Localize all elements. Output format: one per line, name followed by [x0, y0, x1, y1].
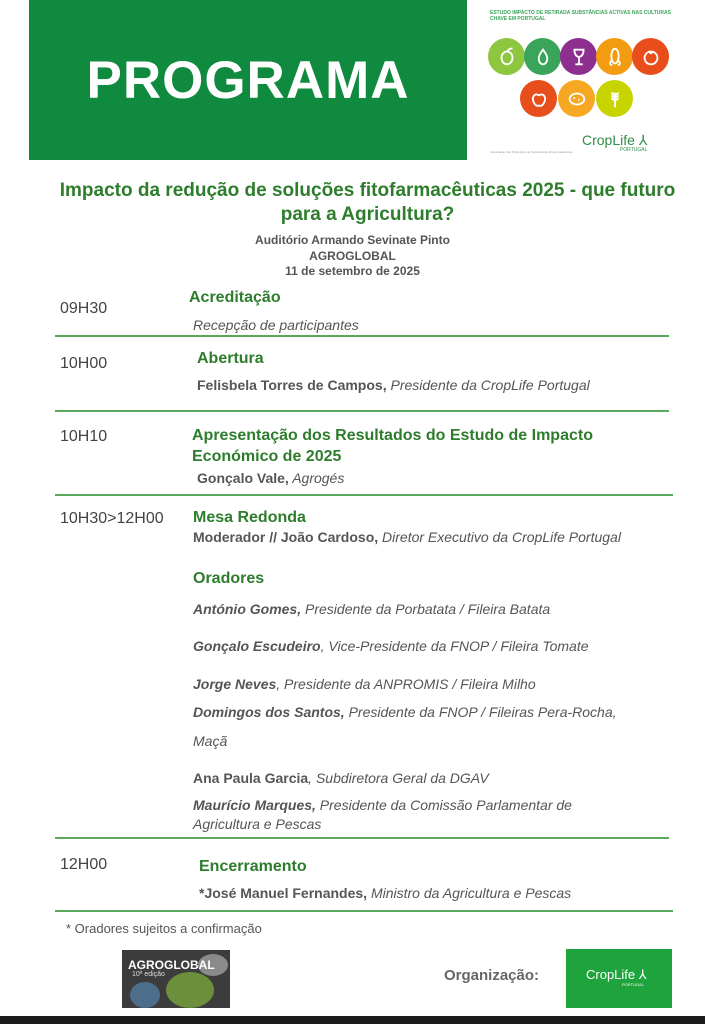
- speaker-line: [193, 770, 489, 786]
- agroglobal-name: AGROGLOBAL: [128, 958, 215, 972]
- speakers-heading: Oradores: [193, 570, 265, 587]
- time-1030-1200: 10H30>12H00: [60, 510, 164, 527]
- speaker-line: [193, 676, 536, 692]
- croplife-logo-text: CropLife: [582, 132, 635, 148]
- session-title-apresentacao-1: Apresentação dos Resultados do Estudo de Impacto: [192, 427, 593, 444]
- wine-icon: [560, 38, 597, 75]
- speaker-line: [193, 638, 589, 654]
- session-desc-acreditacao: Recepção de participantes: [193, 317, 359, 333]
- divider: [55, 410, 669, 412]
- corn-icon: [596, 38, 633, 75]
- divider: [55, 837, 669, 839]
- event-date: 11 de setembro de 2025: [285, 264, 420, 278]
- study-title: ESTUDO IMPACTO DE RETIRADA SUBSTÂNCIAS ACTIVAS NAS CULTURAS CHAVE EM PORTUGAL: [490, 10, 671, 22]
- speaker-role: Ministro da Agricultura e Pescas: [367, 885, 572, 901]
- croplife-logo: [566, 949, 672, 1008]
- potato-icon: [558, 80, 595, 117]
- speaker-name: Domingos dos Santos,: [193, 704, 345, 720]
- session-title-acreditacao: Acreditação: [189, 289, 281, 306]
- speaker-role: Presidente da Comissão Parlamentar de: [315, 797, 572, 813]
- time-1010: 10H10: [60, 428, 108, 445]
- speaker-name: Felisbela Torres de Campos,: [197, 377, 387, 393]
- moderator-name: Moderador // João Cardoso,: [193, 529, 379, 545]
- divider: [55, 494, 673, 496]
- agroglobal-edition: 10ª edição: [132, 971, 165, 978]
- time-1200: 12H00: [60, 856, 108, 873]
- agroglobal-logo: [122, 950, 230, 1008]
- tomato-icon: [632, 38, 669, 75]
- speaker-role: , Subdiretora Geral da DGAV: [308, 770, 489, 786]
- olive-icon: [488, 38, 525, 75]
- apple-icon: [520, 80, 557, 117]
- pear-icon: [524, 38, 561, 75]
- speaker-line-apresentacao: [197, 470, 344, 486]
- session-title-mesa-redonda: Mesa Redonda: [193, 509, 306, 526]
- speaker-role-cont: Agricultura e Pescas: [193, 816, 322, 832]
- session-title-encerramento: Encerramento: [199, 858, 307, 875]
- study-cover-image: [480, 0, 692, 160]
- divider: [55, 335, 669, 337]
- croplife-logo-sub: PORTUGAL: [622, 982, 644, 987]
- speaker-line: [193, 601, 550, 617]
- programa-banner: [29, 0, 467, 160]
- study-footnote: Associação dos Produtores de Substâncias Fitofarmacêuticas: [490, 150, 573, 154]
- session-title-apresentacao-2: Económico de 2025: [192, 448, 342, 465]
- organization-label: Organização:: [444, 967, 540, 984]
- croplife-logo-sub: PORTUGAL: [619, 147, 648, 153]
- speaker-role: Presidente da FNOP / Fileiras Pera-Rocha,: [344, 704, 617, 720]
- speaker-name: Jorge Neves: [193, 676, 277, 692]
- speaker-role: , Vice-Presidente da FNOP / Fileira Tomate: [320, 638, 589, 654]
- sprout-icon: ⅄: [638, 967, 647, 982]
- confirmation-note: * Oradores sujeitos a confirmação: [66, 921, 262, 936]
- speaker-role: , Presidente da ANPROMIS / Fileira Milho: [276, 676, 536, 692]
- speaker-line-encerramento: [199, 885, 571, 901]
- speaker-name: António Gomes,: [193, 601, 302, 617]
- event-venue: Auditório Armando Sevinate Pinto: [255, 233, 450, 247]
- speaker-name: *José Manuel Fernandes,: [199, 885, 368, 901]
- speaker-role-cont: Maçã: [193, 733, 228, 749]
- croplife-logo-small: [582, 132, 647, 153]
- moderator-line: [193, 529, 621, 545]
- speaker-role: Presidente da Porbatata / Fileira Batata: [301, 601, 551, 617]
- rice-icon: [596, 80, 633, 117]
- speaker-name: Ana Paula Garcia: [193, 770, 309, 786]
- divider: [55, 910, 673, 912]
- speaker-name: Gonçalo Escudeiro: [193, 638, 321, 654]
- speaker-role: Agrogés: [288, 470, 345, 486]
- croplife-logo-text: CropLife ⅄: [586, 967, 647, 982]
- speaker-name: Maurício Marques,: [193, 797, 316, 813]
- moderator-role: Diretor Executivo da CropLife Portugal: [378, 529, 621, 545]
- time-0930: 09H30: [60, 300, 108, 317]
- time-1000: 10H00: [60, 355, 108, 372]
- speaker-name: Gonçalo Vale,: [197, 470, 289, 486]
- sprout-icon: ⅄: [638, 132, 648, 148]
- banner-title: PROGRAMA: [86, 50, 410, 110]
- speaker-line: [193, 797, 572, 813]
- session-title-abertura: Abertura: [197, 350, 264, 367]
- speaker-role: Presidente da CropLife Portugal: [386, 377, 590, 393]
- bottom-bar: [0, 1016, 705, 1024]
- speaker-line-abertura: [197, 377, 590, 393]
- event-title: Impacto da redução de soluções fitofarmacêuticas 2025 - que futuro para a Agricultura?: [59, 180, 676, 225]
- event-organization: AGROGLOBAL: [309, 249, 396, 263]
- speaker-line: [193, 704, 617, 720]
